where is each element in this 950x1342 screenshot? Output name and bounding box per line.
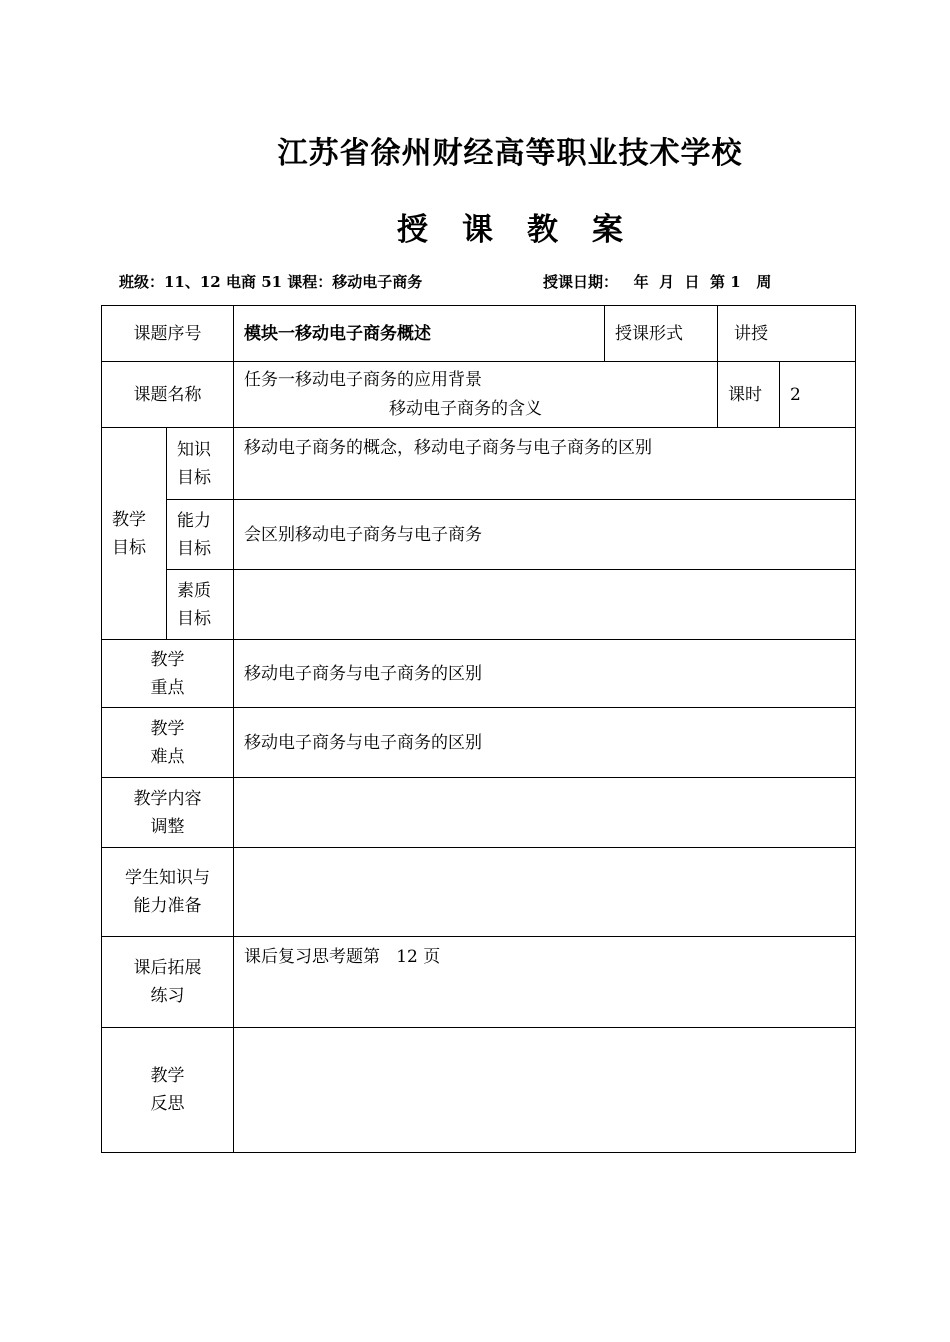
ability-value: 会区别移动电子商务与电子商务 (234, 500, 856, 570)
form-label: 授课形式 (605, 306, 718, 362)
ability-label-line: 能力 (177, 510, 211, 531)
form-value: 讲授 (718, 306, 856, 362)
ability-label-line: 目标 (177, 538, 211, 559)
topic-name-cell (234, 362, 718, 428)
hours-label: 课时 (718, 362, 780, 428)
knowledge-label-line: 知识 (177, 439, 211, 460)
topic-no-value: 模块一移动电子商务概述 (234, 306, 605, 362)
adjust-label-line: 教学内容 (133, 788, 202, 809)
knowledge-label-line: 目标 (177, 467, 211, 488)
doc-title-char: 授 (397, 212, 428, 248)
knowledge-label (167, 428, 234, 500)
difficult-label (102, 708, 234, 778)
key-value: 移动电子商务与电子商务的区别 (234, 640, 856, 708)
quality-value (234, 570, 856, 640)
school-name: 江苏省徐州财经高等职业技术学校 (277, 136, 743, 171)
adjust-label-line: 调整 (150, 816, 185, 837)
adjust-value (234, 778, 856, 848)
key-label-line: 重点 (150, 677, 185, 698)
quality-label-line: 目标 (177, 608, 211, 629)
exercise-label-line: 课后拓展 (133, 958, 202, 978)
reflect-label-line: 反思 (150, 1094, 185, 1114)
adjust-label (102, 778, 234, 848)
quality-label-line: 素质 (177, 580, 211, 601)
topic-no-label: 课题序号 (102, 306, 234, 362)
exercise-value: 课后复习思考题第 12 页 (234, 937, 856, 1028)
prep-label-line: 能力准备 (133, 896, 202, 916)
difficult-value: 移动电子商务与电子商务的区别 (234, 708, 856, 778)
difficult-label-line: 难点 (150, 746, 185, 767)
document-title (0, 204, 950, 249)
reflect-value (234, 1028, 856, 1153)
doc-title-char: 课 (462, 212, 493, 248)
reflect-label (102, 1028, 234, 1153)
topic-name-label: 课题名称 (102, 362, 234, 428)
date-week-line: 授课日期： 年 月 日 第 1 周 (543, 273, 772, 291)
goals-label (102, 428, 167, 640)
prep-label-line: 学生知识与 (125, 868, 210, 888)
prep-value (234, 848, 856, 937)
prep-label (102, 848, 234, 937)
class-course-line: 班级：11、12 电商 51 课程：移动电子商务 (119, 273, 423, 291)
quality-label (167, 570, 234, 640)
topic-name-line2: 移动电子商务的含义 (389, 398, 542, 419)
doc-title-char: 案 (592, 212, 623, 248)
goals-label-line: 教学 (112, 509, 146, 530)
topic-name-line1: 任务一移动电子商务的应用背景 (244, 369, 482, 390)
lesson-plan-table (101, 305, 856, 1153)
knowledge-value: 移动电子商务的概念，移动电子商务与电子商务的区别 (234, 428, 856, 500)
key-label-line: 教学 (150, 649, 185, 670)
goals-label-line: 目标 (112, 537, 146, 558)
hours-value: 2 (780, 362, 856, 428)
ability-label (167, 500, 234, 570)
key-label (102, 640, 234, 708)
difficult-label-line: 教学 (150, 718, 185, 739)
exercise-label-line: 练习 (150, 986, 185, 1006)
exercise-label (102, 937, 234, 1028)
reflect-label-line: 教学 (150, 1066, 185, 1086)
doc-title-char: 教 (527, 212, 558, 248)
